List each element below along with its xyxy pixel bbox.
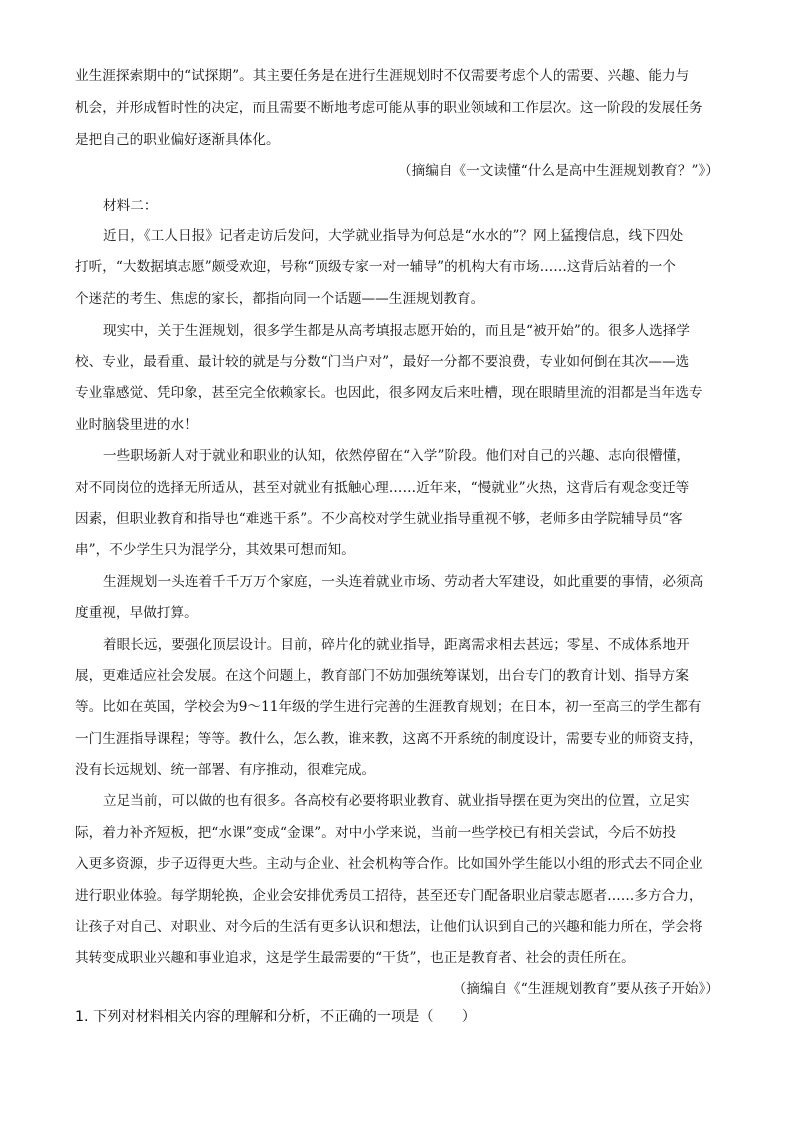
intro-line: 业生涯探索期中的“试探期”。其主要任务是在进行生涯规划时不仅需要考虑个人的需要、兴趣、能力与 (75, 68, 690, 84)
paragraph-line: 一些职场新人对于就业和职业的认知，依然停留在“入学”阶段。他们对自己的兴趣、志向很懵懂， (103, 448, 691, 464)
paragraph-line: 一门生涯指导课程；等等。教什么，怎么教，谁来教，这离不开系统的制度设计，需要专业的师资支持， (75, 731, 703, 747)
source-citation: （摘编自《“生涯规划教育”要从孩子开始》） (452, 981, 719, 997)
paragraph-line: 着眼长远，要强化顶层设计。目前，碎片化的就业指导，距离需求相去甚远；零星、不成体系地开 (103, 637, 690, 653)
intro-line: 机会，并形成暂时性的决定，而且需要不断地考虑可能从事的职业领域和工作层次。这一阶段的发展任务 (75, 100, 703, 116)
paragraph-line: 生涯规划一头连着千千万万个家庭，一头连着就业市场、劳动者大军建设，如此重要的事情，必须高 (103, 574, 704, 590)
paragraph-line: 专业靠感觉、凭印象，甚至完全依赖家长。也因此，很多网友后来吐槽，现在眼睛里流的泪都是当年选专 (75, 385, 703, 401)
paragraph-line: 串”，不少学生只为混学分，其效果可想而知。 (75, 542, 355, 558)
paragraph-line: 因素，但职业教育和指导也“难逃干系”。不少高校对学生就业指导重视不够，老师多由学院辅导员“客 (75, 511, 683, 527)
section-label: 材料二： (103, 198, 158, 214)
paragraph-line: 让孩子对自己、对职业、对今后的生活有更多认识和想法，让他们认识到自己的兴趣和能力所在，学会将 (75, 919, 703, 935)
paragraph-line: 校、专业，最看重、最计较的就是与分数“门当户对”，最好一分都不要浪费，专业如何倒在其次——选 (75, 354, 690, 370)
intro-line: 是把自己的职业偏好逐渐具体化。 (75, 132, 280, 148)
question-stem: 1. 下列对材料相关内容的理解和分析，不正确的一项是（ ） (75, 1009, 477, 1025)
source-citation: （摘编自《一文读懂“什么是高中生涯规划教育？”》） (397, 163, 719, 179)
paragraph-line: 个迷茫的考生、焦虑的家长，都指向同一个话题——生涯规划教育。 (75, 291, 485, 307)
paragraph-line: 对不同岗位的选择无所适从，甚至对就业有抵触心理……近年来，“慢就业”火热，这背后有观念变迁等 (75, 480, 690, 496)
paragraph-line: 打听，“大数据填志愿”颇受欢迎，号称“顶级专家一对一辅导”的机构大有市场……这背后站着的一个 (75, 259, 677, 275)
paragraph-line: 等。比如在英国，学校会为9～11年级的学生进行完善的生涯教育规划；在日本，初一至高三的学生都有 (75, 699, 702, 715)
paragraph-line: 际，着力补齐短板，把“水课”变成“金课”。对中小学来说，当前一些学校已有相关尝试，今后不妨投 (75, 825, 677, 841)
paragraph-line: 业时脑袋里进的水！ (75, 417, 198, 433)
paragraph-line: 进行职业体验。每学期轮换，企业会安排优秀员工招待，甚至还专门配备职业启蒙志愿者……多方合力， (75, 888, 703, 904)
paragraph-line: 展，更难适应社会发展。在这个问题上，教育部门不妨加强统筹谋划，出台专门的教育计划、指导方案 (75, 668, 689, 684)
paragraph-line: 度重视，早做打算。 (75, 605, 198, 621)
paragraph-line: 近日，《工人日报》记者走访后发问，大学就业指导为何总是“水水的”？网上猛搜信息，线下四处 (103, 228, 684, 244)
paragraph-line: 现实中，关于生涯规划，很多学生都是从高考填报志愿开始的，而且是“被开始”的。很多人选择学 (103, 323, 691, 339)
paragraph-line: 没有长远规划、统一部署、有序推动，很难完成。 (75, 762, 376, 778)
paragraph-line: 立足当前，可以做的也有很多。各高校有必要将职业教育、就业指导摆在更为突出的位置，立足实 (103, 793, 690, 809)
paragraph-line: 其转变成职业兴趣和事业追求，这是学生最需要的“干货”，也正是教育者、社会的责任所在。 (75, 950, 635, 966)
paragraph-line: 入更多资源，步子迈得更大些。主动与企业、社会机构等合作。比如国外学生能以小组的形式去不同企业 (75, 856, 703, 872)
